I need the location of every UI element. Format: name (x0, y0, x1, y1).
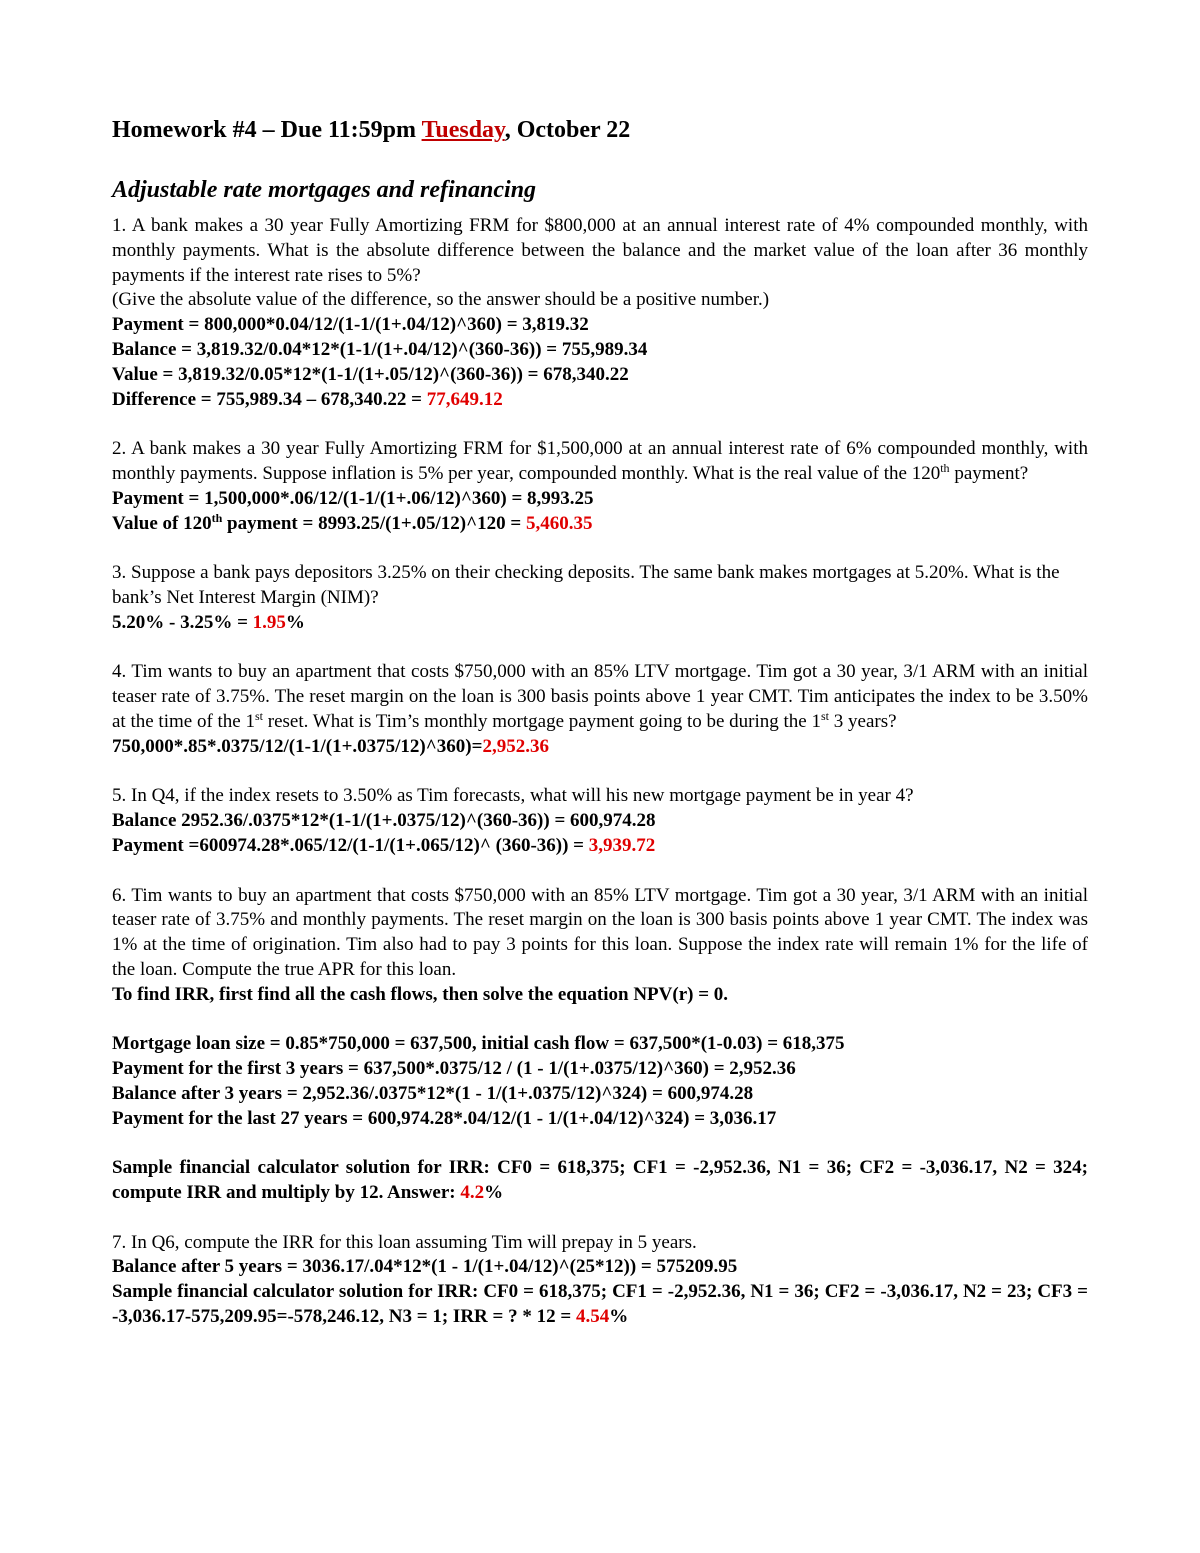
q6-answer: 4.2 (460, 1182, 485, 1204)
question-1: 1. A bank makes a 30 year Fully Amortizing FRM for $800,000 at an annual interest rate of 4% compounded monthly, with monthly payments. What is the absolute difference between the balance and the market value of the loan after 36 monthly payments if the interest rate rises to 5%? (112, 215, 1088, 286)
q7-calc-text: Sample financial calculator solution for IRR: CF0 = 618,375; CF1 = -2,952.36, N1 = 36; CF2 = -3,036.17, N2 = 23; CF3 = -3,036.17-575,209.95=-578,246.12, N3 = 1; IRR = ? * 12 = (112, 1281, 1088, 1328)
q6-calc-text: Sample financial calculator solution for IRR: CF0 = 618,375; CF1 = -2,952.36, N1 = 36; CF2 = -3,036.17, N2 = 324; compute IRR and multiply by 12. Answer: (112, 1157, 1088, 1204)
q5-answer: 3,939.72 (588, 834, 656, 856)
page-subtitle: Adjustable rate mortgages and refinancing (112, 177, 537, 203)
q1-payment: Payment = 800,000*0.04/12/(1-1/(1+.04/12)^360) = 3,819.32 (112, 314, 589, 336)
q4-text-c: 3 years? (829, 710, 897, 732)
q6-hint: To find IRR, first find all the cash flows, then solve the equation NPV(r) = 0. (112, 983, 729, 1005)
q3-answer-line (112, 611, 1088, 636)
q7-percent: % (609, 1306, 629, 1328)
q3-answer: 1.95 (252, 611, 286, 633)
question-1-note: (Give the absolute value of the difference, so the answer should be a positive number.) (112, 289, 770, 311)
q6-calculator (112, 1156, 1088, 1206)
q2-value (112, 512, 1088, 537)
q2-text-a: 2. A bank makes a 30 year Fully Amortizing FRM for $1,500,000 at an annual interest rate of 6% compounded monthly, with monthly payments. Suppose inflation is 5% per year, compounded monthly. What is the real value of the 120 (112, 438, 1088, 484)
q1-balance: Balance = 3,819.32/0.04*12*(1-1/(1+.04/12)^(360-36)) = 755,989.34 (112, 338, 648, 360)
q4-text-a: 4. Tim wants to buy an apartment that costs $750,000 with an 85% LTV mortgage. Tim got a 30 year, 3/1 ARM with an initial teaser rate of 3.75%. The reset margin on the loan is 300 basis points above 1 year CMT. Tim anticipates the index to be 3.50% at the time of the 1 (112, 661, 1088, 732)
q2-text-b: payment? (949, 462, 1029, 484)
q4-sup-1: st (254, 708, 263, 723)
question-2 (112, 437, 1088, 487)
q5-payment (112, 834, 1088, 859)
q4-sup-2: st (821, 708, 830, 723)
q7-answer: 4.54 (575, 1306, 610, 1328)
q2-sup: th (940, 460, 950, 475)
q2-value-label: Value of 120 (112, 512, 212, 534)
q1-value: Value = 3,819.32/0.05*12*(1-1/(1+.05/12)^(360-36)) = 678,340.22 (112, 363, 629, 385)
title-date: , October 22 (504, 117, 631, 143)
q2-value-formula: payment = 8993.25/(1+.05/12)^120 = (222, 512, 526, 534)
q1-difference-label: Difference = 755,989.34 – 678,340.22 = (112, 388, 427, 410)
question-4 (112, 660, 1088, 734)
q3-percent: % (285, 611, 305, 633)
question-3: 3. Suppose a bank pays depositors 3.25% on their checking deposits. The same bank makes mortgages at 5.20%. What is the bank’s Net Interest Margin (NIM)? (112, 562, 1060, 608)
q6-line-1: Mortgage loan size = 0.85*750,000 = 637,500, initial cash flow = 637,500*(1-0.03) = 618,375 (112, 1033, 845, 1055)
q4-formula: 750,000*.85*.0375/12/(1-1/(1+.0375/12)^360)= (112, 735, 483, 757)
title-text: Homework #4 – Due 11:59pm (112, 117, 422, 143)
q3-formula: 5.20% - 3.25% = (112, 611, 253, 633)
q4-text-b: reset. What is Tim’s monthly mortgage payment going to be during the 1 (263, 710, 821, 732)
question-7: 7. In Q6, compute the IRR for this loan assuming Tim will prepay in 5 years. (112, 1231, 697, 1253)
q6-line-3: Balance after 3 years = 2,952.36/.0375*12*(1 - 1/(1+.0375/12)^324) = 600,974.28 (112, 1082, 754, 1104)
q6-percent: % (484, 1182, 504, 1204)
page-title (112, 112, 1088, 148)
q6-line-4: Payment for the last 27 years = 600,974.28*.04/12/(1 - 1/(1+.04/12)^324) = 3,036.17 (112, 1107, 777, 1129)
q1-difference (112, 388, 1088, 413)
q5-balance: Balance 2952.36/.0375*12*(1-1/(1+.0375/12)^(360-36)) = 600,974.28 (112, 810, 656, 832)
document-page (112, 112, 1088, 1330)
q7-balance: Balance after 5 years = 3036.17/.04*12*(1 - 1/(1+.04/12)^(25*12)) = 575209.95 (112, 1256, 738, 1278)
q6-line-2: Payment for the first 3 years = 637,500*.0375/12 / (1 - 1/(1+.0375/12)^360) = 2,952.36 (112, 1058, 796, 1080)
q4-answer: 2,952.36 (482, 735, 549, 757)
q2-payment: Payment = 1,500,000*.06/12/(1-1/(1+.06/12)^360) = 8,993.25 (112, 487, 594, 509)
q2-value-sup: th (211, 510, 223, 525)
q1-answer: 77,649.12 (426, 388, 503, 410)
q7-calculator (112, 1280, 1088, 1330)
question-5: 5. In Q4, if the index resets to 3.50% as Tim forecasts, what will his new mortgage payment be in year 4? (112, 785, 914, 807)
q2-answer: 5,460.35 (525, 512, 593, 534)
question-6: 6. Tim wants to buy an apartment that costs $750,000 with an 85% LTV mortgage. Tim got a 30 year, 3/1 ARM with an initial teaser rate of 3.75% and monthly payments. The reset margin on the loan is 300 basis points above 1 year CMT. The index was 1% at the time of origination. Tim also had to pay 3 points for this loan. Suppose the index rate will remain 1% for the life of the loan. Compute the true APR for this loan. (112, 884, 1088, 980)
q4-answer-line (112, 735, 1088, 760)
q5-formula: Payment =600974.28*.065/12/(1-1/(1+.065/12)^ (360-36)) = (112, 834, 589, 856)
due-day: Tuesday (421, 117, 505, 143)
